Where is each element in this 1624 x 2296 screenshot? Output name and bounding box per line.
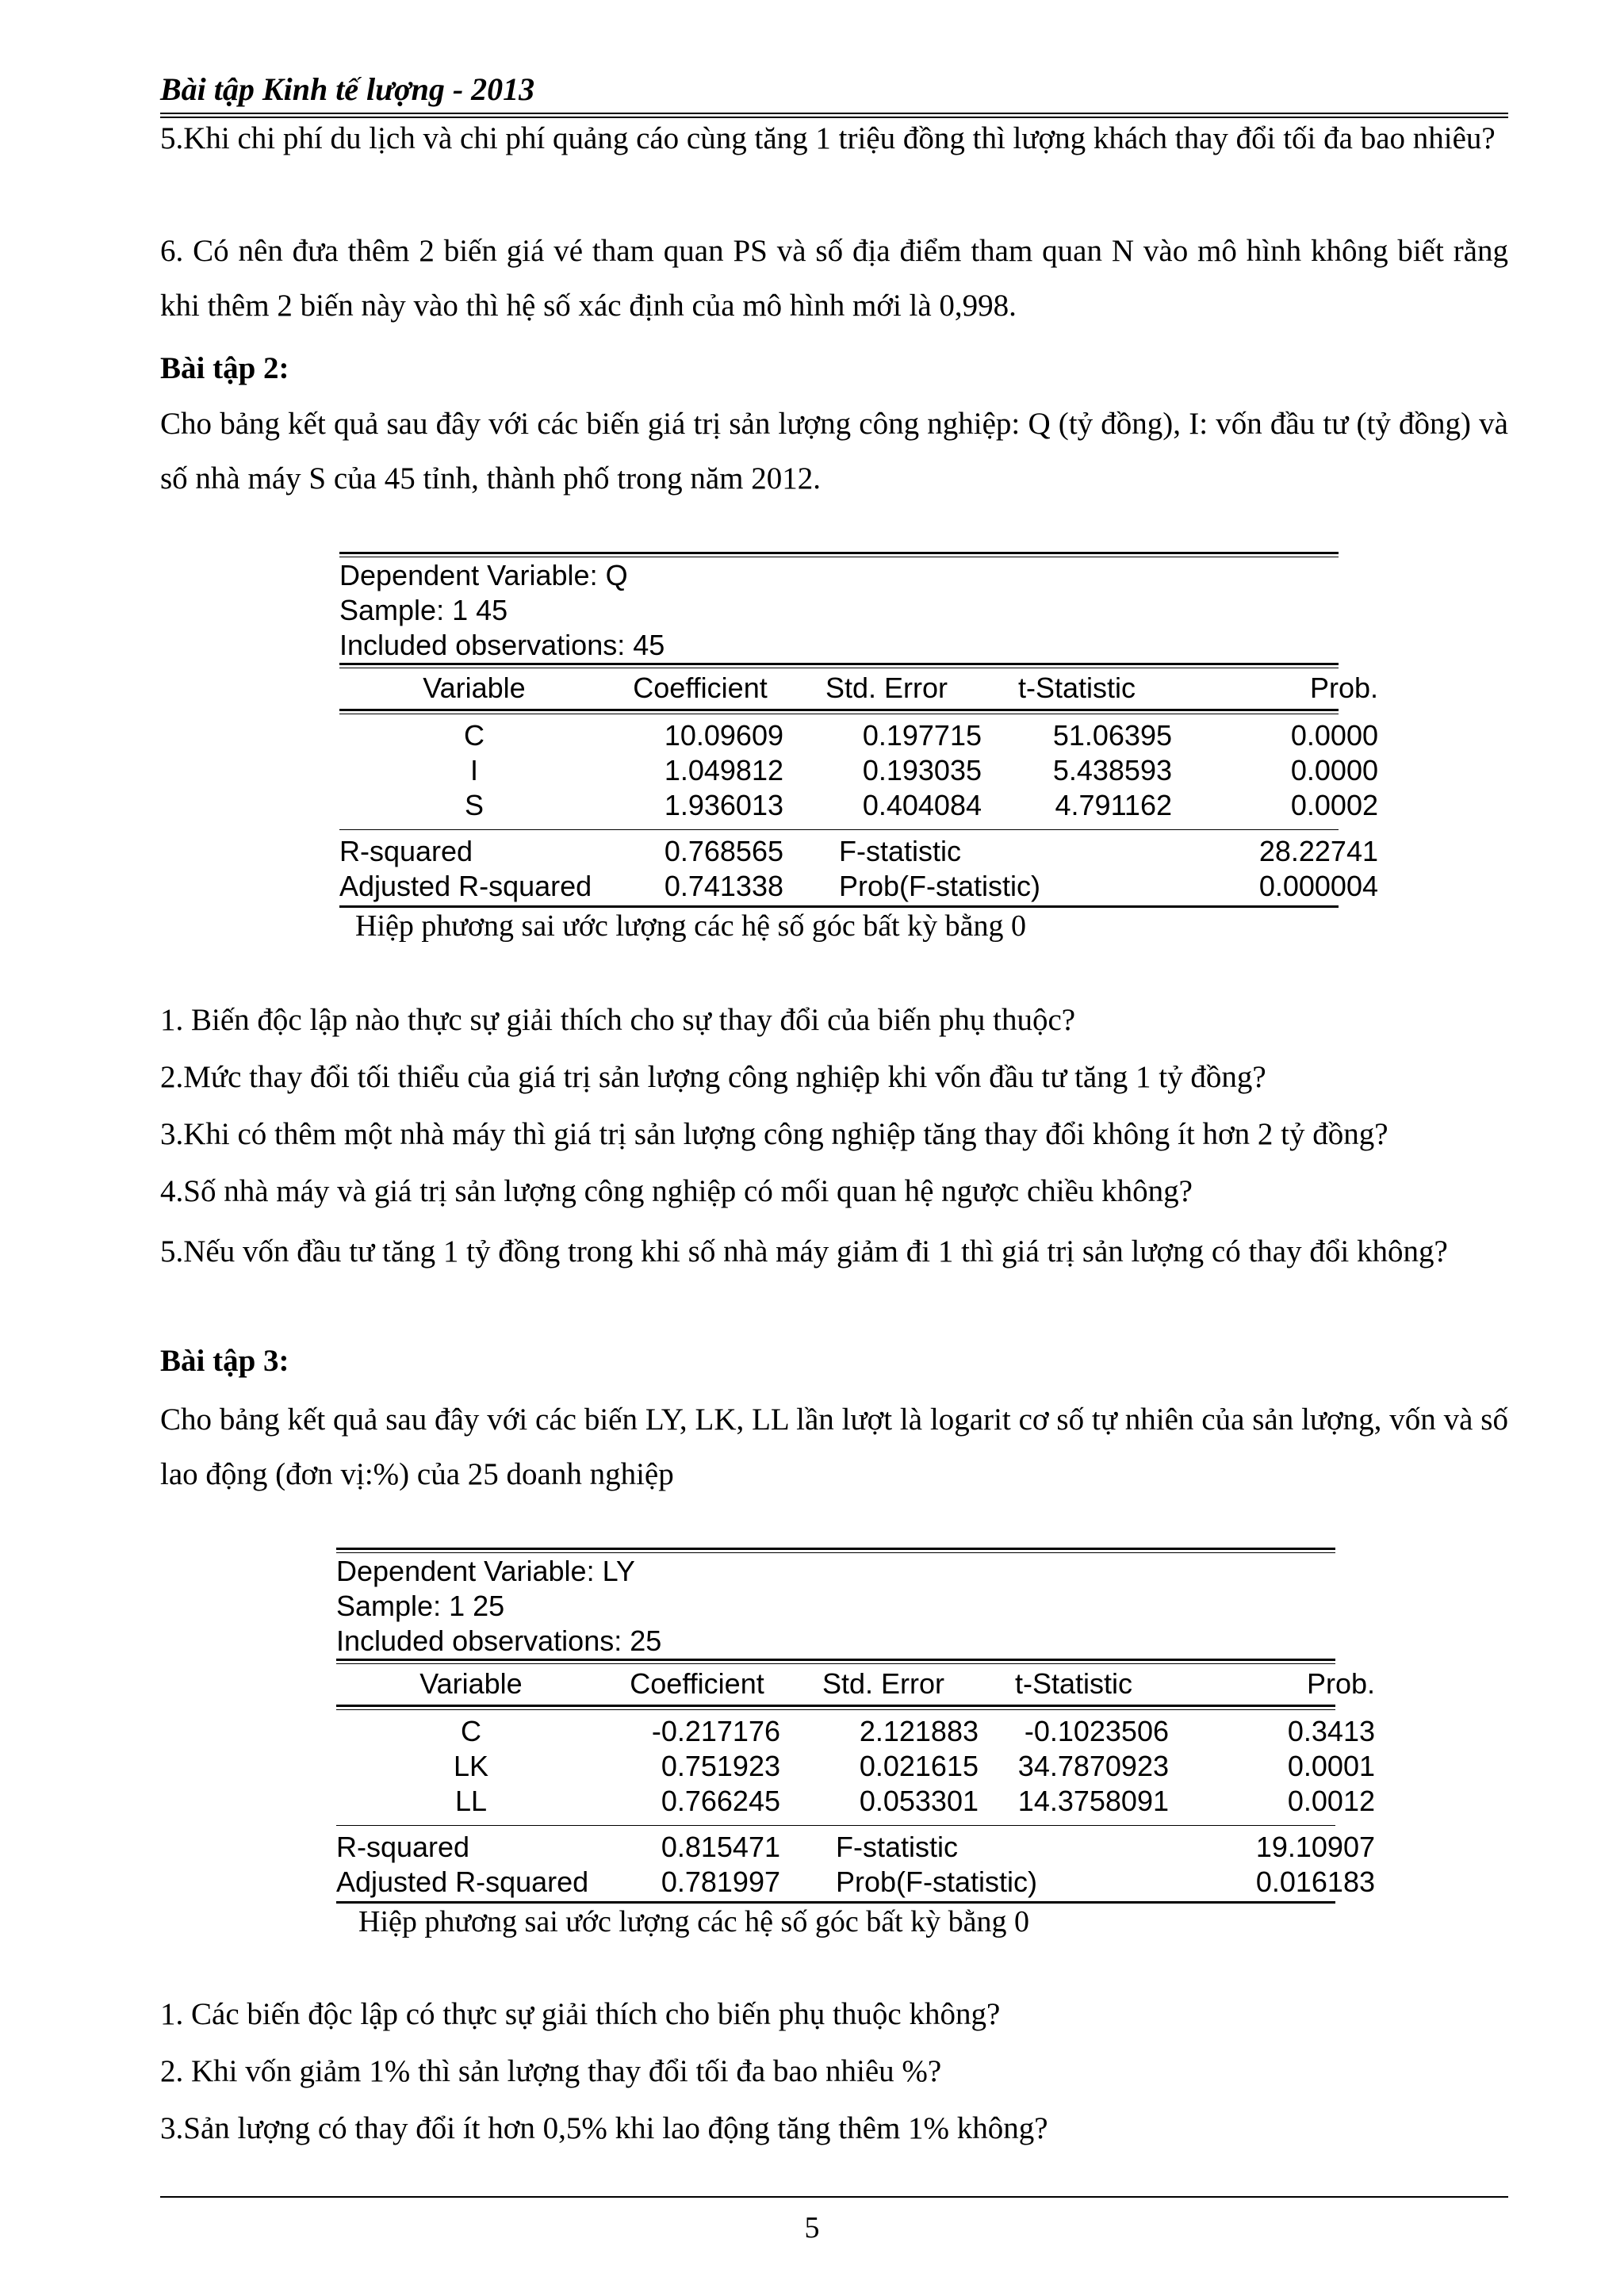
exercise-3-heading: Bài tập 3:	[160, 1344, 289, 1378]
table-row-coefficient: 10.09609	[664, 719, 783, 752]
table-row-t-statistic: 34.7870923	[1017, 1750, 1169, 1782]
sample-range: Sample: 1 45	[339, 594, 508, 626]
stat-adj-r-squared-value: 0.781997	[661, 1866, 780, 1898]
regression-table-2	[336, 1548, 1375, 1904]
dependent-variable: Dependent Variable: LY	[336, 1555, 635, 1587]
stat-f-statistic-label: F-statistic	[839, 835, 962, 867]
table-row-prob: 0.0012	[1287, 1785, 1375, 1817]
table-row-variable: S	[464, 789, 484, 821]
table-row-std-error: 0.404084	[862, 789, 982, 821]
stat-prob-f-value: 0.000004	[1258, 870, 1378, 902]
stat-prob-f-label: Prob(F-statistic)	[839, 870, 1041, 902]
table-row-coefficient: 1.049812	[664, 754, 783, 786]
exercise-2-description: Cho bảng kết quả sau đây với các biến giá trị sản lượng công nghiệp: Q (tỷ đồng), I: vốn đầu tư (tỷ đồng) và số nhà máy S của 45 tỉnh, thành phố trong năm 2012.	[160, 407, 1508, 496]
header-std-error: Std. Error	[822, 1667, 945, 1700]
table-row-t-statistic: -0.1023506	[1024, 1715, 1169, 1747]
exercise-3-question-1: 1. Các biến độc lập có thực sự giải thích cho biến phụ thuộc không?	[160, 1997, 1001, 2031]
table-row-variable: C	[464, 719, 485, 752]
table-row-std-error: 0.053301	[859, 1785, 979, 1817]
table-row-std-error: 0.193035	[862, 754, 982, 786]
stat-adj-r-squared-value: 0.741338	[664, 870, 783, 902]
table-row-variable: LL	[454, 1785, 488, 1817]
dependent-variable: Dependent Variable: Q	[339, 559, 628, 591]
table-row-variable: I	[469, 754, 478, 786]
header-t-statistic: t-Statistic	[1014, 1667, 1133, 1700]
table-row-coefficient: 0.751923	[661, 1750, 780, 1782]
header-coefficient: Coefficient	[630, 1667, 764, 1700]
exercise-2-question-2: 2.Mức thay đổi tối thiểu của giá trị sản lượng công nghiệp khi vốn đầu tư tăng 1 tỷ đồng?	[160, 1060, 1266, 1094]
regression-table-1	[339, 552, 1378, 909]
header-variable: Variable	[419, 1667, 523, 1700]
exercise-3-question-3: 3.Sản lượng có thay đổi ít hơn 0,5% khi lao động tăng thêm 1% không?	[160, 2111, 1048, 2145]
stat-prob-f-value: 0.016183	[1255, 1866, 1375, 1898]
table-row-prob: 0.0002	[1290, 789, 1378, 821]
included-observations: Included observations: 25	[336, 1624, 662, 1657]
table-row-std-error: 0.197715	[862, 719, 982, 752]
included-observations: Included observations: 45	[339, 629, 665, 661]
table-row-coefficient: 1.936013	[664, 789, 783, 821]
stat-adj-r-squared-label: Adjusted R-squared	[336, 1866, 589, 1898]
running-header: Bài tập Kinh tế lượng - 2013	[160, 71, 535, 107]
table-1-note: Hiệp phương sai ước lượng các hệ số góc bất kỳ bằng 0	[355, 909, 1026, 943]
table-row-std-error: 2.121883	[859, 1715, 979, 1747]
stat-r-squared-label: R-squared	[339, 835, 473, 867]
header-variable: Variable	[423, 672, 526, 704]
exercise-2-heading: Bài tập 2:	[160, 351, 289, 385]
exercise-3-description: Cho bảng kết quả sau đây với các biến LY, LK, LL lần lượt là logarit cơ số tự nhiên của sản lượng, vốn và số lao động (đơn vị:%) của 25 doanh nghiệp	[160, 1402, 1508, 1491]
table-row-prob: 0.0000	[1290, 754, 1378, 786]
header-t-statistic: t-Statistic	[1017, 672, 1136, 704]
table-row-t-statistic: 5.438593	[1052, 754, 1172, 786]
table-row-t-statistic: 51.06395	[1052, 719, 1172, 752]
stat-r-squared-label: R-squared	[336, 1831, 470, 1863]
exercise-2-question-4: 4.Số nhà máy và giá trị sản lượng công nghiệp có mối quan hệ ngược chiều không?	[160, 1174, 1193, 1208]
page-number: 5	[804, 2211, 820, 2244]
table-row-prob: 0.0001	[1287, 1750, 1375, 1782]
exercise-2-question-5: 5.Nếu vốn đầu tư tăng 1 tỷ đồng trong khi số nhà máy giảm đi 1 thì giá trị sản lượng có thay đổi không?	[160, 1234, 1448, 1269]
header-std-error: Std. Error	[825, 672, 948, 704]
table-row-t-statistic: 14.3758091	[1017, 1785, 1169, 1817]
exercise-3-question-2: 2. Khi vốn giảm 1% thì sản lượng thay đổi tối đa bao nhiêu %?	[160, 2054, 942, 2088]
table-row-coefficient: -0.217176	[651, 1715, 780, 1747]
table-row-t-statistic: 4.791162	[1055, 789, 1172, 821]
exercise-2-question-1: 1. Biến độc lập nào thực sự giải thích cho sự thay đổi của biến phụ thuộc?	[160, 1003, 1076, 1037]
stat-r-squared-value: 0.815471	[661, 1831, 780, 1863]
stat-r-squared-value: 0.768565	[664, 835, 783, 867]
sample-range: Sample: 1 25	[336, 1590, 505, 1622]
exercise-2-question-3: 3.Khi có thêm một nhà máy thì giá trị sản lượng công nghiệp tăng thay đổi không ít hơn 2 tỷ đồng?	[160, 1117, 1388, 1151]
stat-f-statistic-label: F-statistic	[836, 1831, 959, 1863]
header-prob: Prob.	[1306, 1667, 1375, 1700]
table-2-note: Hiệp phương sai ước lượng các hệ số góc bất kỳ bằng 0	[358, 1905, 1029, 1938]
table-row-variable: C	[461, 1715, 481, 1747]
footer-rule	[160, 2196, 1508, 2198]
stat-adj-r-squared-label: Adjusted R-squared	[339, 870, 592, 902]
table-row-prob: 0.3413	[1287, 1715, 1375, 1747]
table-row-coefficient: 0.766245	[661, 1785, 780, 1817]
table-row-prob: 0.0000	[1290, 719, 1378, 752]
question-6-intro: 6. Có nên đưa thêm 2 biến giá vé tham quan PS và số địa điểm tham quan N vào mô hình không biết rằng khi thêm 2 biến này vào thì hệ số xác định của mô hình mới là 0,998.	[160, 234, 1508, 323]
stat-f-statistic-value: 28.22741	[1258, 835, 1378, 867]
stat-f-statistic-value: 19.10907	[1255, 1831, 1375, 1863]
question-5-intro: 5.Khi chi phí du lịch và chi phí quảng cáo cùng tăng 1 triệu đồng thì lượng khách thay đổi tối đa bao nhiêu?	[160, 121, 1496, 155]
table-row-std-error: 0.021615	[859, 1750, 979, 1782]
header-coefficient: Coefficient	[633, 672, 768, 704]
stat-prob-f-label: Prob(F-statistic)	[836, 1866, 1038, 1898]
table-row-variable: LK	[453, 1750, 489, 1782]
header-prob: Prob.	[1309, 672, 1378, 704]
